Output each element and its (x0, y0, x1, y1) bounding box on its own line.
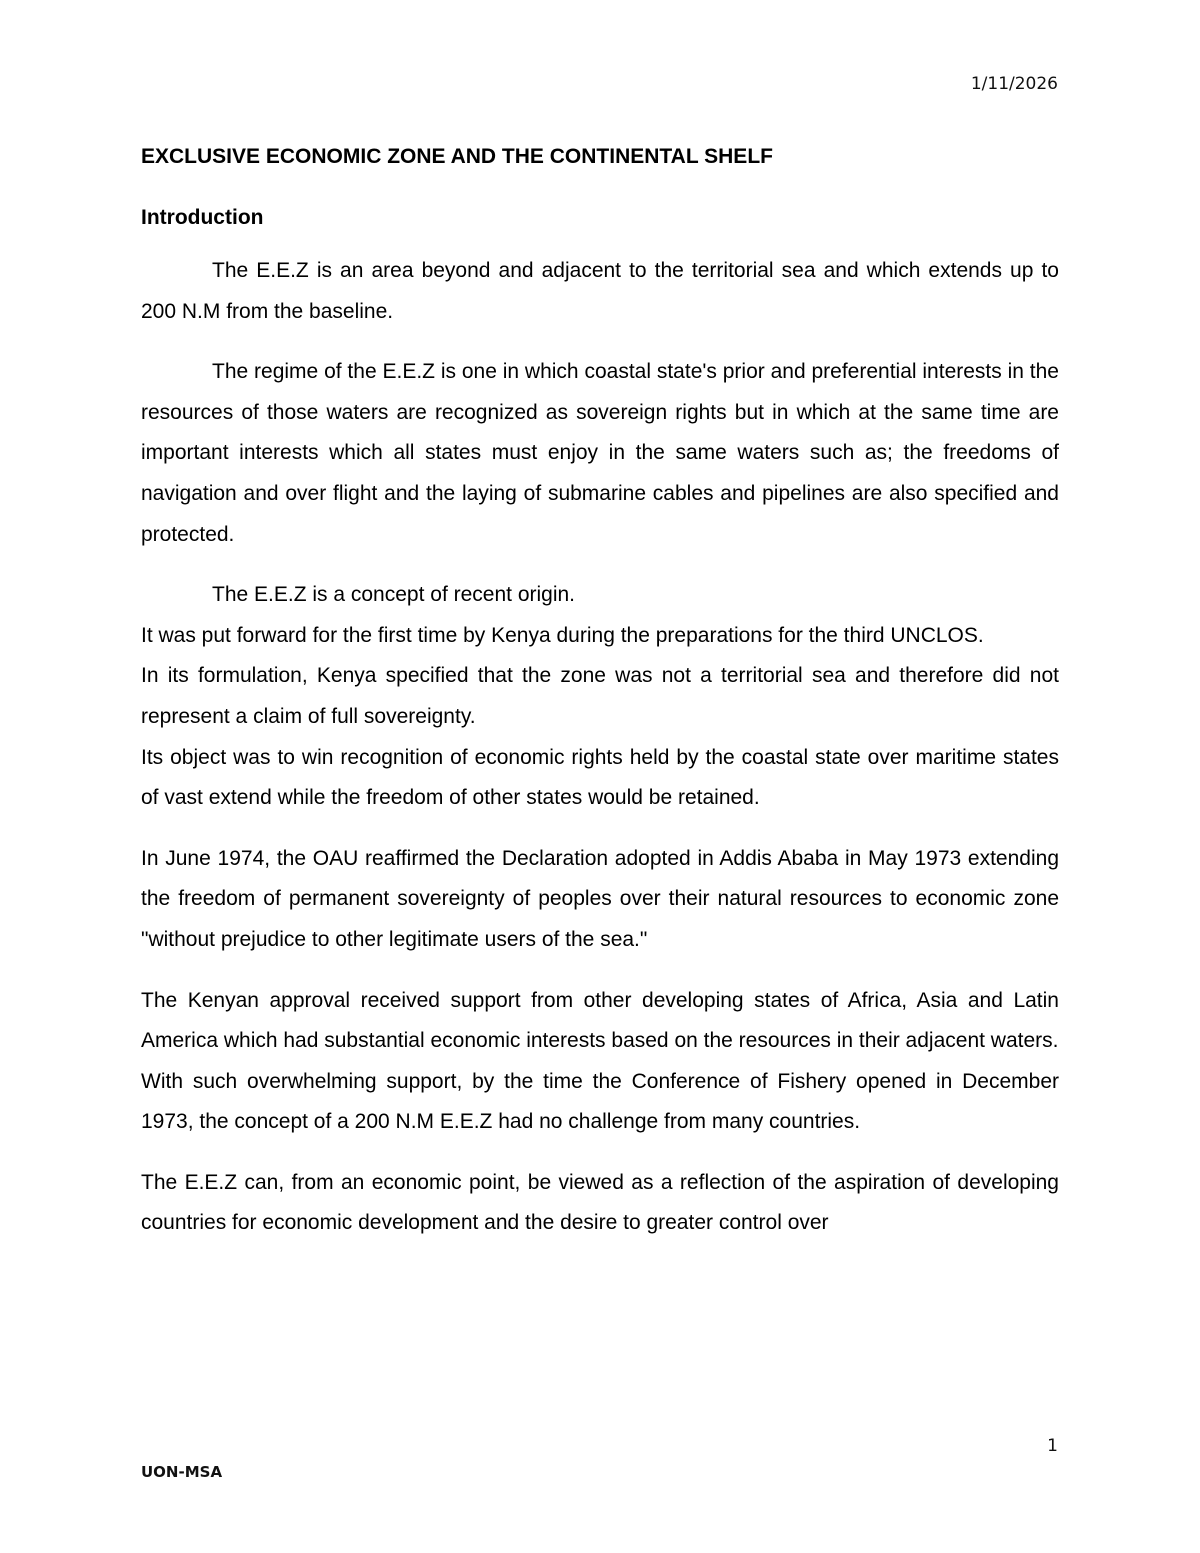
paragraph: The regime of the E.E.Z is one in which coastal state's prior and preferential interests in the resources of those waters are recognized as sovereign rights but in which at the same time are important interests which all states must enjoy in the same waters such as; the freedoms of navigation and over flight and the laying of submarine cables and pipelines are also specified and protected. (141, 360, 1059, 546)
header-date: 1/11/2026 (970, 74, 1058, 94)
page-content (141, 142, 1059, 1244)
paragraph: Its object was to win recognition of economic rights held by the coastal state over maritime states of vast extend while the freedom of other states would be retained. (141, 745, 1059, 810)
section-heading: Introduction (141, 206, 264, 229)
footer-label: UON-MSA (141, 1463, 223, 1481)
paragraph: The E.E.Z is a concept of recent origin. (212, 583, 576, 607)
paragraph: The E.E.Z can, from an economic point, be viewed as a reflection of the aspiration of developing countries for economic development and the desire to greater control over (141, 1170, 1059, 1235)
document-title: EXCLUSIVE ECONOMIC ZONE AND THE CONTINENTAL SHELF (141, 145, 773, 168)
paragraph: The E.E.Z is an area beyond and adjacent to the territorial sea and which extends up to 200 N.M from the baseline. (141, 259, 1059, 323)
paragraph: In its formulation, Kenya specified that the zone was not a territorial sea and therefore did not represent a claim of full sovereignty. (141, 664, 1059, 728)
paragraph: It was put forward for the first time by Kenya during the preparations for the third UNCLOS. (141, 623, 984, 647)
paragraph: In June 1974, the OAU reaffirmed the Declaration adopted in Addis Ababa in May 1973 extending the freedom of permanent sovereignty of peoples over their natural resources to economic zone "without prejudice to other legitimate users of the sea." (141, 846, 1059, 951)
paragraph: The Kenyan approval received support from other developing states of Africa, Asia and Latin America which had substantial economic interests based on the resources in their adjacent waters. (141, 988, 1059, 1053)
page-number: 1 (1047, 1436, 1058, 1456)
paragraph: With such overwhelming support, by the time the Conference of Fishery opened in December 1973, the concept of a 200 N.M E.E.Z had no challenge from many countries. (141, 1069, 1059, 1134)
